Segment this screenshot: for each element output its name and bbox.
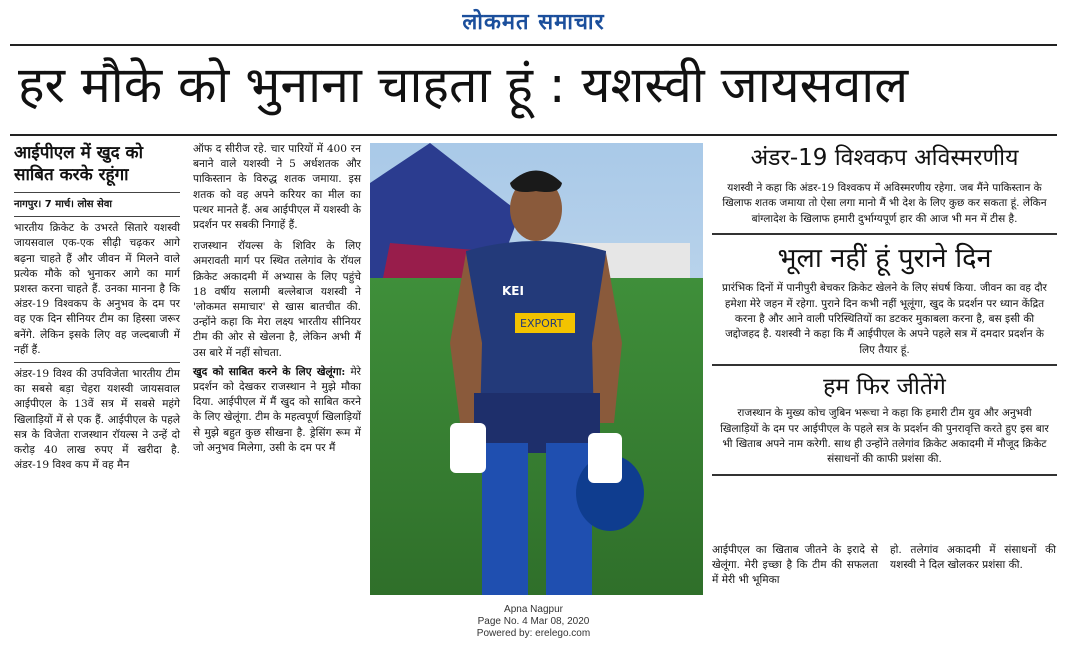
top-divider <box>10 44 1057 46</box>
section-divider <box>712 474 1057 476</box>
dateline: नागपुर। 7 मार्च। लोस सेवा <box>14 192 180 212</box>
article-paragraph: अंडर-19 विश्व की उपविजेता भारतीय टीम का सबसे बड़ा चेहरा यशस्वी जायसवाल आईपीएल के 13वें सत्र में सबसे महंगे खिलाड़ियों में से एक हैं. आईपीएल के पहले सत्र के विजेता राजस्थान रॉयल्स ने उन्हें दो करोड़ 40 लाख रुपए में खरीदा है. अंडर-19 विश्व कप में वह मैन <box>14 368 180 472</box>
box-heading-1: अंडर-19 विश्वकप अविस्मरणीय <box>750 145 1019 171</box>
paragraph-divider <box>14 362 180 363</box>
middle-column <box>193 142 361 456</box>
jersey-text: KEI <box>502 284 524 298</box>
box-text-2: प्रारंभिक दिनों में पानीपुरी बेचकर क्रिकेट खेलने के लिए संघर्ष किया. जीवन का वह दौर हमेशा मेरे जहन में रहेगा. पुराने दिन कभी नहीं भूलूंगा, खुद के प्रदर्शन पर ध्यान केंद्रित करना है और आने वाली परिस्थितियों का डटकर मुकाबला करना है, बस इसी की जद्दोजहद है. यशस्वी ने कहा कि मैं आईपीएल के अपने पहले सत्र में दमदार प्रदर्शन के लिए तैयार हूं. <box>722 282 1047 356</box>
section-divider <box>712 233 1057 235</box>
page-footer <box>0 604 1067 640</box>
subheading-inline: खुद को साबित करने के लिए खेलूंगा: <box>193 365 346 378</box>
bottom-columns <box>712 543 1057 589</box>
article-paragraph <box>193 365 361 456</box>
article-paragraph: भारतीय क्रिकेट के उभरते सितारे यशस्वी जायसवाल एक-एक सीढ़ी चढ़कर आगे बढ़ना चाहते हैं और जीवन में मिलने वाले प्रत्येक मौके को भुनाकर आगे का मार्ग प्रशस्त करना चाहते हैं. उनका मानना है कि अंडर-19 विश्वकप के अनुभव के दम पर वह एक दिन सीनियर टीम का हिस्सा जरूर बनेंगे. लेकिन इसके लिए वह जल्दबाजी में नहीं हैं. <box>14 222 180 356</box>
player-photo <box>370 143 703 595</box>
box-text-3: राजस्थान के मुख्य कोच जुबिन भरूचा ने कहा कि हमारी टीम युव और अनुभवी खिलाड़ियों के दम पर आईपीएल के पहले सत्र के प्रदर्शन की पुनरावृत्ति करते हुए इस बार भी खिताब अपने नाम करेगी. साथ ही उन्होंने तलेगांव क्रिकेट अकादमी में मौजूद क्रिकेट संसाधनों की काफी प्रशंसा की. <box>720 407 1049 466</box>
box-heading-3: हम फिर जीतेंगे <box>823 374 946 401</box>
box-heading-2: भूला नहीं हूं पुराने दिन <box>777 243 992 275</box>
article-paragraph: ऑफ द सीरीज रहे. चार पारियों में 400 रन बनाने वाले यशस्वी ने 5 अर्धशतक और पाकिस्तान के विरुद्ध शतक जमाया. इस शतक को वह अपने करियर का मील का पत्थर मानते हैं. अब आईपीएल में यशस्वी के प्रदर्शन पर सबकी निगाहें हैं. <box>193 143 361 232</box>
headline-divider <box>10 134 1057 136</box>
main-headline: हर मौके को भुनाना चाहता हूं : यशस्वी जायसवाल <box>18 56 909 114</box>
right-column <box>712 143 1057 482</box>
article-paragraph: हो. तलेगांव अकादमी में संसाधनों की यशस्वी ने दिल खोलकर प्रशंसा की. <box>890 544 1056 572</box>
footer-powered-by: Powered by: erelego.com <box>476 628 591 639</box>
footer-page-info: Page No. 4 Mar 08, 2020 <box>477 616 590 627</box>
paragraph-text: मेरे प्रदर्शन को देखकर राजस्थान ने मुझे मौका दिया. आईपीएल में मैं खुद को साबित करने के लिए खेलूंगा. टीम के महत्वपूर्ण खिलाड़ियों से मुझे बहुत कुछ सीखना है. ड्रेसिंग रूम में जो अनुभव मिलेगा, उसी के दम पर मैं <box>193 365 361 454</box>
footer-edition: Apna Nagpur <box>504 604 563 615</box>
article-paragraph: राजस्थान रॉयल्स के शिविर के लिए अमरावती मार्ग पर स्थित तलेगांव के रॉयल क्रिकेट अकादमी में अभ्यास के लिए पहुंचे 18 वर्षीय सलामी बल्लेबाज यशस्वी ने 'लोकमत समाचार' से खास बातचीत की. उन्होंने कहा कि मेरा लक्ष्य भारतीय सीनियर टीम की ओर से खेलना है, लेकिन अभी मैं उस बारे में नहीं सोचता. <box>193 240 361 359</box>
section-divider <box>712 364 1057 366</box>
newspaper-logo: लोकमत समाचार <box>462 10 605 35</box>
column-divider <box>14 216 180 217</box>
sponsor-text: EXPORT <box>520 317 564 330</box>
sub-headline: आईपीएल में खुद को साबित करके रहूंगा <box>14 143 144 185</box>
article-paragraph: आईपीएल का खिताब जीतने के इरादे से खेलूंगा. मेरी इच्छा है कि टीम की सफलता में मेरी भी भूमिका <box>712 544 878 587</box>
left-column <box>14 142 180 473</box>
box-text-1: यशस्वी ने कहा कि अंडर-19 विश्वकप में अविस्मरणीय रहेगा. जब मैंने पाकिस्तान के खिलाफ शतक जमाया तो ऐसा लगा मानो मैं भी देश के लिए कुछ कर सकता हूं. लेकिन बांग्लादेश के खिलाफ हमारी दुर्भाग्यपूर्ण हार की आज भी मन में टीस है. <box>722 182 1047 225</box>
masthead <box>0 0 1067 44</box>
cricketer-photo-illustration <box>370 143 703 595</box>
